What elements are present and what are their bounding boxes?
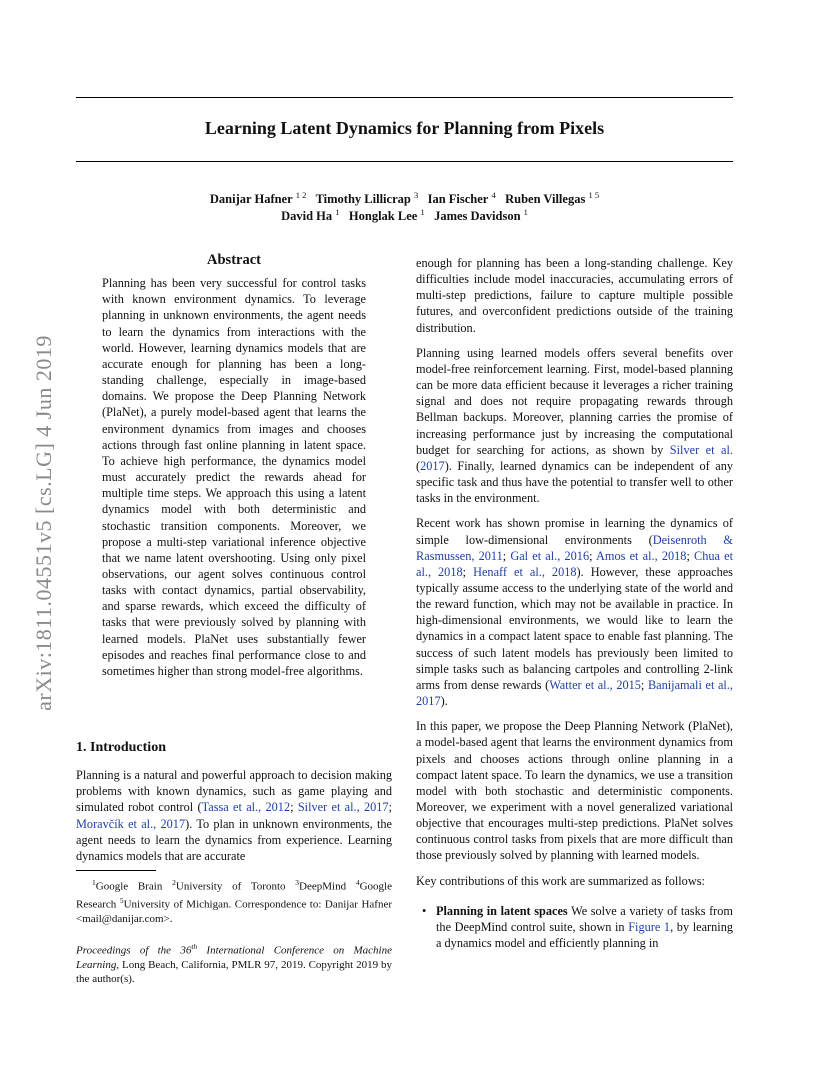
introduction-section [76, 740, 392, 864]
text-span: ; [502, 548, 511, 563]
arxiv-identifier: arXiv:1811.04551v5 [cs.LG] 4 Jun 2019 [31, 335, 56, 711]
text-span: Google Research [76, 880, 392, 911]
text-span: th [191, 941, 198, 951]
text-span: University of Michigan. Correspondence to: Danijar Hafner <mail@danijar.com>. [76, 898, 392, 926]
citation-link[interactable]: Watter et al., 2015 [549, 677, 641, 692]
right-column [416, 255, 733, 951]
bullet-title: Planning in latent spaces [436, 903, 568, 918]
text-span: We solve a variety of tasks from the DeepMind control suite, shown in [436, 903, 733, 934]
author-affiliation: 1 2 [295, 190, 307, 200]
text-span: ; [388, 800, 392, 815]
author-affiliation: 4 [491, 190, 496, 200]
author-affiliation: 1 [335, 207, 340, 217]
figure-link[interactable]: Figure 1 [628, 919, 671, 934]
text-span: ; [686, 548, 695, 563]
citation-link[interactable]: Amos et al., 2018 [596, 548, 687, 563]
author-affiliation: 1 5 [588, 190, 600, 200]
title-bottom-rule [76, 161, 733, 162]
author-list-line-1 [76, 190, 733, 207]
citation-link[interactable]: Silver et al., 2017 [297, 800, 389, 815]
introduction-heading: 1. Introduction [76, 740, 166, 755]
text-span: ; [640, 677, 648, 692]
text-span: DeepMind [299, 880, 356, 893]
text-span: ; [589, 548, 597, 563]
footnotes [76, 876, 392, 987]
text-span: Google Brain [95, 880, 173, 893]
text-span: ). Finally, learned dynamics can be independent of any specific task and thus have the potential to transfer well to other tasks in the environment. [416, 458, 733, 506]
intro-paragraph-1-continued: enough for planning has been a long-standing challenge. Key difficulties include model inaccuracies, accumulating errors of multi-step predictions, failure to capture multiple possible futures, and overconfident predictions outside of the training distribution. [416, 256, 733, 335]
citation-link[interactable]: 2017 [420, 458, 445, 473]
author-name: Timothy Lillicrap [315, 192, 411, 207]
text-span: ; [462, 564, 474, 579]
citation-link[interactable]: Henaff et al., 2018 [473, 564, 577, 579]
proceedings-note [76, 940, 392, 987]
text-span: Planning is a natural and powerful approach to decision making problems with known dynamics, such as game playing and simulated robot control ( [76, 768, 392, 815]
text-span: ). However, these approaches typically assume access to the underlying state of the world and the reward function, which may not be available in practice. In high-dimensional environments, we would like to learn the dynamics in a compact latent space to enable fast planning. The success of such latent models has previously been limited to simple tasks such as balancing cartpoles and controlling 2-link arms from dense rewards ( [416, 564, 733, 692]
author-name: Ruben Villegas [505, 192, 586, 207]
citation-link[interactable]: Deisenroth & Rasmussen, 2011 [416, 532, 733, 563]
text-span: , by learning a dynamics model and efficiently planning in [436, 919, 734, 951]
citation-link[interactable]: Chua et al., 2018 [416, 548, 734, 579]
intro-paragraph-1 [76, 767, 392, 864]
abstract-body [76, 275, 392, 679]
contribution-text [436, 903, 733, 951]
text-span: , Long Beach, California, PMLR 97, 2019. Copyright 2019 by the author(s). [76, 958, 392, 986]
intro-paragraph-5: Key contributions of this work are summarized as follows: [416, 873, 705, 888]
footnote-rule [76, 870, 156, 871]
author-affiliation: 3 [413, 190, 419, 200]
text-span: ). To plan in unknown environments, the agent needs to learn the dynamics from experience. Learning dynamics models that are accurate [76, 816, 392, 863]
citation-link[interactable]: Banijamali et al., 2017 [416, 677, 733, 709]
left-column [76, 252, 392, 679]
citation-link[interactable]: Moravčík et al., 2017 [76, 816, 186, 831]
text-span: ( [416, 458, 421, 473]
paper-title: Learning Latent Dynamics for Planning from Pixels [204, 118, 605, 138]
citation-link[interactable]: Silver et al. [669, 442, 733, 457]
text-span: Planning using learned models offers several benefits over model-free reinforcement learning. First, model-based planning can be more data efficient because it leverages a richer training signal and does not require propagating rewards through Bellman backups. Moreover, planning carries the promise of increasing performance just by increasing the computational budget for searching for actions, as shown by [416, 345, 733, 457]
contribution-bullet [416, 903, 733, 951]
text-span: International Conference on Machine Learning [76, 944, 392, 971]
citation-link[interactable]: Gal et al., 2016 [510, 548, 590, 563]
citation-link[interactable]: Tassa et al., 2012 [201, 800, 291, 815]
text-span: University of Toronto [175, 880, 296, 893]
author-affiliation: 1 [523, 207, 528, 217]
abstract-text: Planning has been very successful for control tasks with known environment dynamics. To leverage planning in unknown environments, the agent needs to learn the dynamics from interactions with the world. However, learning dynamics models that are accurate enough for planning has been a long-standing challenge, especially in image-based domains. We propose the Deep Planning Network (PlaNet), a purely model-based agent that learns the environment dynamics from images and chooses actions through fast online planning in latent space. To achieve high performance, the dynamics model must accurately predict the rewards ahead for multiple time steps. We approach this using a latent dynamics model with both deterministic and stochastic transition components. Moreover, we propose a multi-step variational inference objective that we name latent overshooting. Using only pixel observations, our agent solves continuous control tasks with contact dynamics, partial observability, and sparse rewards, which exceed the difficulty of tasks that were previously solved by planning with learned models. PlaNet uses substantially fewer episodes and reaches final performance close to and sometimes higher than strong model-free algorithms. [102, 276, 366, 678]
author-affiliation: 1 [420, 207, 425, 217]
top-rule [76, 97, 733, 98]
intro-paragraph-4: In this paper, we propose the Deep Planning Network (PlaNet), a model-based agent that learns the environment dynamics from pixels and chooses actions through online planning in a compact latent space. To learn the dynamics, we use a transition model with both stochastic and deterministic components. Moreover, we experiment with a novel generalized variational objective that encourages multi-step predictions. PlaNet solves continuous control tasks from pixels that are more difficult than those previously solved by planning with learned models. [416, 719, 733, 863]
intro-paragraph-2 [416, 345, 733, 507]
bullet-icon: • [422, 903, 427, 918]
author-list-line-2 [76, 207, 733, 224]
text-span: Recent work has shown promise in learning the dynamics of simple low-dimensional environments ( [416, 516, 733, 547]
abstract-heading: Abstract [207, 252, 261, 268]
text-span: ; [290, 800, 298, 815]
author-name: David Ha [281, 209, 333, 224]
affiliation-footnote: $^1$Google Brain $^2$University of Toronto $^3$DeepMind $^4$Google Research $^5$University of Michigan. Correspondence to: Danijar Hafner <mail@danijar.com>. [76, 878, 392, 926]
author-name: Ian Fischer [427, 192, 489, 207]
author-name: James Davidson [434, 209, 521, 224]
text-span: ). [440, 694, 448, 709]
text-span: Proceedings of the 36 [76, 944, 192, 957]
author-name: Honglak Lee [348, 209, 418, 224]
author-name: Danijar Hafner [209, 192, 293, 207]
intro-paragraph-3 [416, 515, 733, 709]
